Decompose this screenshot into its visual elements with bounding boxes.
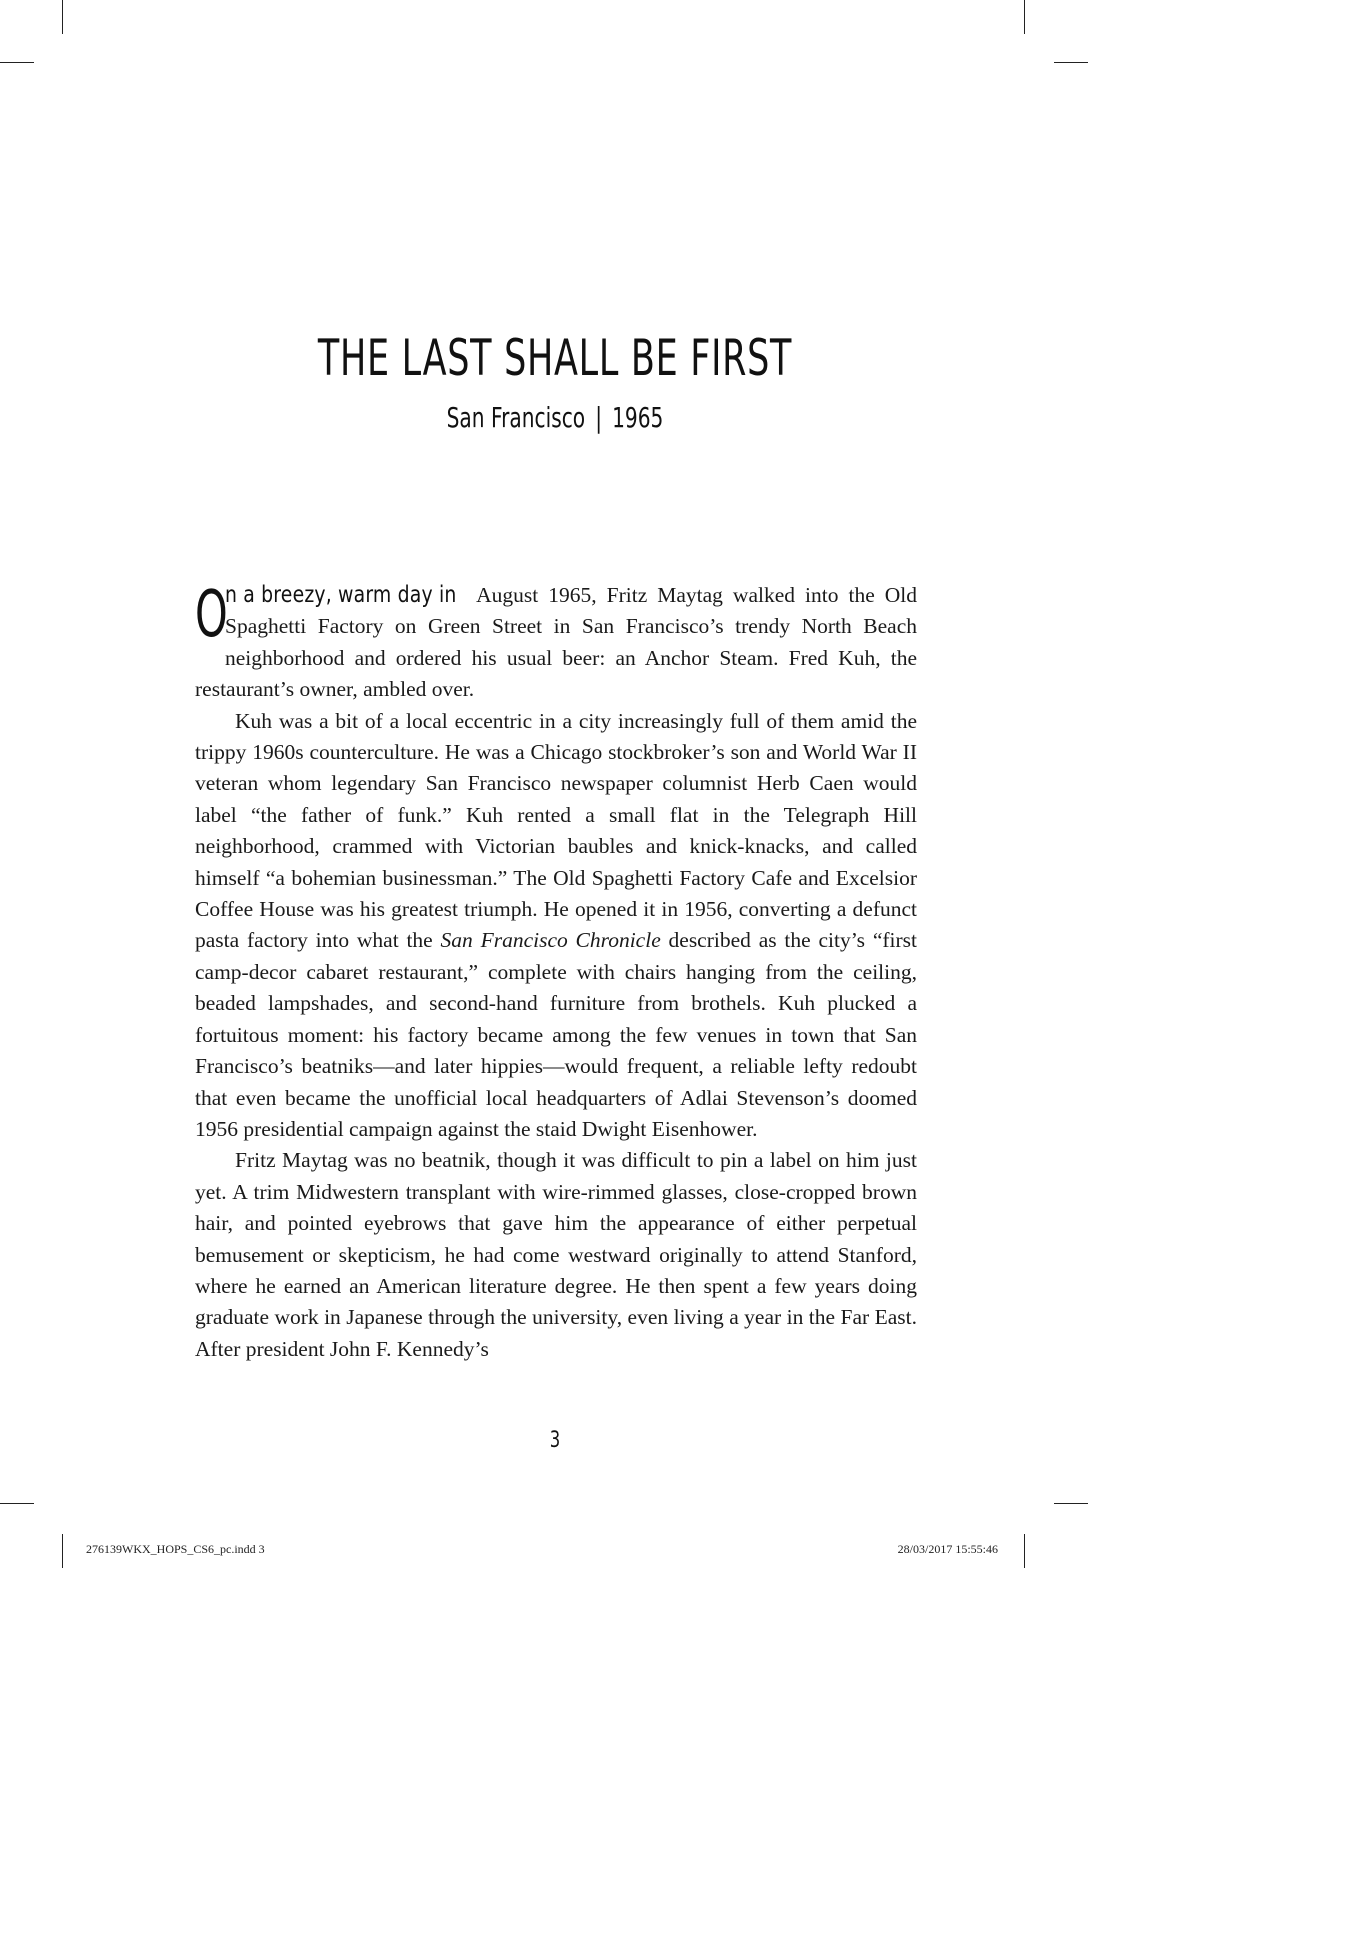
- chapter-title: THE LAST SHALL BE FIRST: [317, 329, 793, 387]
- paragraph-2-text-b: described as the city’s “first camp-decor cabaret restaurant,” complete with chairs hanging from the ceiling, beaded lampshades, and second-hand furniture from brothels. Kuh plucked a fortuitous moment: his factory became among the few venues in town that San Francisco’s beatniks—and later hippies—would frequent, a reliable lefty redoubt that even became the unofficial local headquarters of Adlai Stevenson’s doomed 1956 presidential campaign against the staid Dwight Eisenhower.: [195, 928, 918, 1141]
- slug-filename: 276139WKX_HOPS_CS6_pc.indd 3: [86, 1542, 265, 1556]
- publication-title: San Francisco Chronicle: [440, 928, 661, 953]
- crop-mark-bottom-left-vertical: [62, 1534, 63, 1568]
- chapter-body: [195, 580, 917, 1365]
- crop-mark-top-right-horizontal: [1054, 62, 1088, 63]
- paragraph-3: Fritz Maytag was no beatnik, though it was difficult to pin a label on him just yet. A trim Midwestern transplant with wire-rimmed glasses, close-cropped brown hair, and pointed eyebrows that gave him the appearance of either perpetual bemusement or skepticism, he had come westward originally to attend Stanford, where he earned an American literature degree. He then spent a few years doing graduate work in Japanese through the university, even living a year in the Far East. After president John F. Kennedy’s: [195, 1148, 917, 1361]
- slug-timestamp: 28/03/2017 15:55:46: [897, 1542, 998, 1556]
- chapter-separator: |: [595, 401, 602, 434]
- paragraph-2: [195, 706, 917, 1146]
- chapter-year: 1965: [612, 401, 664, 434]
- crop-mark-top-left-horizontal: [0, 62, 34, 63]
- crop-mark-top-left-vertical: [62, 0, 63, 34]
- lead-in-text: n a breezy, warm day in: [225, 582, 457, 608]
- crop-mark-top-right-vertical: [1024, 0, 1025, 34]
- crop-mark-bottom-right-vertical: [1024, 1534, 1025, 1568]
- paragraph-2-text-a: Kuh was a bit of a local eccentric in a city increasingly full of them amid the trippy 1960s counterculture. He was a Chicago stockbroker’s son and World War II veteran whom legendary San Francisco newspaper columnist Herb Caen would label “the father of funk.” Kuh rented a small flat in the Telegraph Hill neighborhood, crammed with Victorian baubles and knick-knacks, and called himself “a bohemian businessman.” The Old Spaghetti Factory Cafe and Excelsior Coffee House was his greatest triumph. He opened it in 1956, converting a defunct pasta factory into what the: [195, 708, 917, 953]
- crop-mark-bottom-left-horizontal: [0, 1503, 34, 1504]
- chapter-place: San Francisco: [446, 401, 586, 434]
- crop-mark-bottom-right-horizontal: [1054, 1503, 1088, 1504]
- paragraph-1: [195, 580, 917, 706]
- paragraph-1-text: August 1965, Fritz Maytag walked into the Old Spaghetti Factory on Green Street in San Francisco’s trendy North Beach neighborhood and ordered his usual beer: an Anchor Steam. Fred Kuh, the restaurant’s owner, ambled over.: [195, 583, 917, 702]
- page-number: 3: [549, 1428, 561, 1453]
- chapter-subtitle: [155, 400, 954, 436]
- drop-cap: O: [195, 578, 228, 652]
